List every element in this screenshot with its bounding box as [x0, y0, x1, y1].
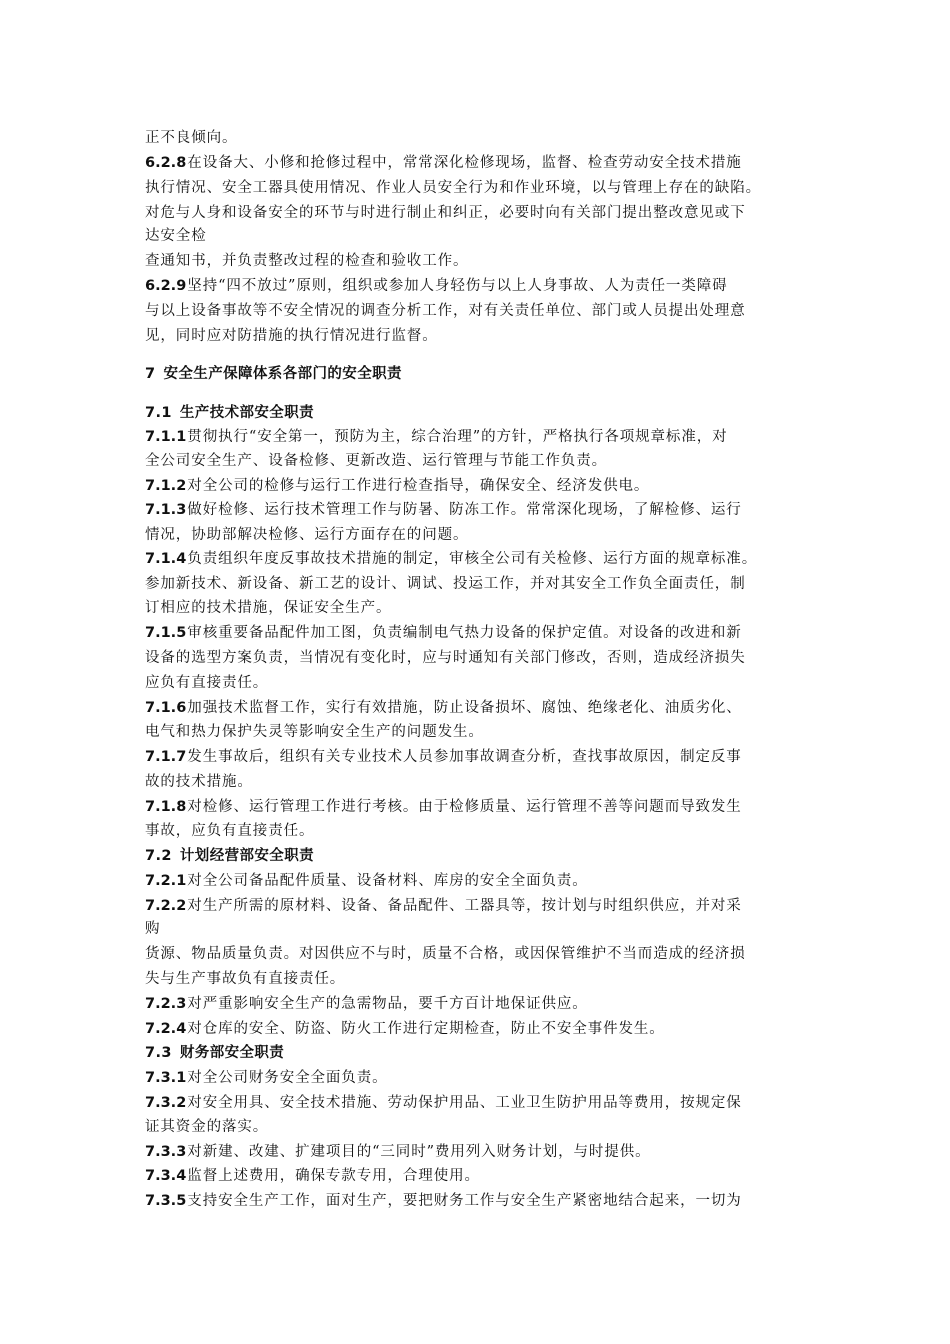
- clause-number: 7.1: [145, 405, 172, 421]
- clause-text: 故的技术措施。: [145, 774, 253, 790]
- clause-text: 支持安全生产工作，面对生产，要把财务工作与安全生产紧密地结合起来，一切为: [187, 1193, 742, 1209]
- text-line: [145, 153, 742, 173]
- clause-text: 与以上设备事故等不安全情况的调查分析工作，对有关责任单位、部门或人员提出处理意: [145, 303, 746, 319]
- text-line: [145, 226, 207, 246]
- text-line: [145, 1166, 480, 1186]
- text-line: [145, 797, 742, 817]
- clause-text: 对严重影响安全生产的急需物品，要千方百计地保证供应。: [187, 996, 588, 1012]
- text-line: [145, 623, 742, 643]
- text-line: [145, 301, 746, 321]
- clause-text: 电气和热力保护失灵等影响安全生产的问题发生。: [145, 724, 484, 740]
- clause-number: 7.3.5: [145, 1193, 187, 1209]
- clause-number: 7.3.4: [145, 1168, 187, 1184]
- clause-number: 6.2.9: [145, 278, 187, 294]
- text-line: [145, 1019, 665, 1039]
- clause-text: 对危与人身和设备安全的环节与时进行制止和纠正，必要时向有关部门提出整改意见或下: [145, 205, 746, 221]
- clause-number: 7: [145, 366, 156, 382]
- text-line: [145, 1068, 388, 1088]
- clause-text: 发生事故后，组织有关专业技术人员参加事故调查分析，查找事故原因，制定反事: [187, 749, 742, 765]
- clause-text: 安全生产保障体系各部门的安全职责: [163, 366, 402, 382]
- clause-text: 应负有直接责任。: [145, 675, 269, 691]
- clause-number: 7.3.2: [145, 1095, 187, 1111]
- clause-text: 执行情况、安全工器具使用情况、作业人员安全行为和作业环境，以与管理上存在的缺陷。: [145, 180, 761, 196]
- text-line: [145, 1117, 268, 1137]
- clause-number: 7.1.1: [145, 429, 187, 445]
- clause-text: 财务部安全职责: [179, 1045, 285, 1061]
- clause-text: 贯彻执行“安全第一，预防为主，综合治理”的方针，严格执行各项规章标准，对: [187, 429, 728, 445]
- clause-text: 负责组织年度反事故技术措施的制定，审核全公司有关检修、运行方面的规章标准。: [187, 551, 758, 567]
- clause-number: 7.3.1: [145, 1070, 187, 1086]
- text-line: [145, 451, 607, 471]
- text-line: [145, 772, 253, 792]
- clause-number: 7.2.4: [145, 1021, 187, 1037]
- clause-number: 7.1.3: [145, 502, 187, 518]
- clause-text: 生产技术部安全职责: [179, 405, 314, 421]
- clause-text: 对全公司财务安全全面负责。: [187, 1070, 388, 1086]
- clause-text: 对安全用具、安全技术措施、劳动保护用品、工业卫生防护用品等费用，按规定保: [187, 1095, 742, 1111]
- clause-text: 全公司安全生产、设备检修、更新改造、运行管理与节能工作负责。: [145, 453, 607, 469]
- text-line: [145, 476, 649, 496]
- text-line: [145, 648, 746, 668]
- clause-text: 见，同时应对防措施的执行情况进行监督。: [145, 328, 438, 344]
- clause-number: 7.1.2: [145, 478, 187, 494]
- clause-text: 对新建、改建、扩建项目的“三同时”费用列入财务计划，与时提供。: [187, 1144, 651, 1160]
- clause-text: 监督上述费用，确保专款专用，合理使用。: [187, 1168, 480, 1184]
- clause-number: 7.3.3: [145, 1144, 187, 1160]
- clause-number: 7.1.8: [145, 799, 187, 815]
- clause-number: 7.2.3: [145, 996, 187, 1012]
- clause-text: 失与生产事故负有直接责任。: [145, 971, 346, 987]
- text-line: [145, 1191, 742, 1211]
- text-line: [145, 919, 160, 939]
- clause-text: 计划经营部安全职责: [179, 848, 314, 864]
- section-heading: [145, 364, 402, 384]
- clause-text: 正不良倾向。: [145, 130, 238, 146]
- text-line: [145, 969, 345, 989]
- text-line: [145, 128, 237, 148]
- section-heading: [145, 1043, 284, 1063]
- section-heading: [145, 403, 314, 423]
- text-line: [145, 821, 314, 841]
- clause-text: 货源、物品质量负责。对因供应不与时，质量不合格，或因保管维护不当而造成的经济损: [145, 946, 746, 962]
- text-line: [145, 178, 761, 198]
- text-line: [145, 598, 391, 618]
- clause-text: 审核重要备品配件加工图，负责编制电气热力设备的保护定值。对设备的改进和新: [187, 625, 742, 641]
- text-line: [145, 722, 484, 742]
- clause-number: 7.1.7: [145, 749, 187, 765]
- text-line: [145, 203, 746, 223]
- clause-number: 7.1.4: [145, 551, 187, 567]
- text-line: [145, 574, 746, 594]
- text-line: [145, 500, 742, 520]
- clause-text: 对全公司备品配件质量、设备材料、库房的安全全面负责。: [187, 873, 588, 889]
- clause-text: 加强技术监督工作，实行有效措施，防止设备损坏、腐蚀、绝缘老化、油质劣化、: [187, 700, 742, 716]
- text-line: [145, 1093, 742, 1113]
- clause-number: 7.3: [145, 1045, 172, 1061]
- clause-text: 对仓库的安全、防盗、防火工作进行定期检查，防止不安全事件发生。: [187, 1021, 665, 1037]
- clause-number: 6.2.8: [145, 155, 187, 171]
- text-line: [145, 994, 588, 1014]
- clause-text: 事故，应负有直接责任。: [145, 823, 315, 839]
- text-line: [145, 276, 728, 296]
- clause-number: 7.2.2: [145, 898, 187, 914]
- clause-number: 7.2.1: [145, 873, 187, 889]
- clause-text: 购: [145, 921, 161, 937]
- clause-text: 对检修、运行管理工作进行考核。由于检修质量、运行管理不善等问题而导致发生: [187, 799, 742, 815]
- clause-number: 7.2: [145, 848, 172, 864]
- text-line: [145, 427, 728, 447]
- text-line: [145, 326, 438, 346]
- clause-text: 参加新技术、新设备、新工艺的设计、调试、投运工作，并对其安全工作负全面责任，制: [145, 576, 746, 592]
- clause-number: 7.1.5: [145, 625, 187, 641]
- clause-text: 查通知书，并负责整改过程的检查和验收工作。: [145, 253, 469, 269]
- text-line: [145, 871, 588, 891]
- text-line: [145, 944, 746, 964]
- text-line: [145, 251, 468, 271]
- text-line: [145, 896, 742, 916]
- clause-number: 7.1.6: [145, 700, 187, 716]
- clause-text: 坚持“四不放过”原则，组织或参加人身轻伤与以上人身事故、人为责任一类障碍: [187, 278, 728, 294]
- clause-text: 在设备大、小修和抢修过程中，常常深化检修现场，监督、检查劳动安全技术措施: [187, 155, 742, 171]
- text-line: [145, 673, 268, 693]
- text-line: [145, 525, 468, 545]
- clause-text: 设备的选型方案负责，当情况有变化时，应与时通知有关部门修改，否则，造成经济损失: [145, 650, 746, 666]
- section-heading: [145, 846, 314, 866]
- text-line: [145, 747, 742, 767]
- clause-text: 证其资金的落实。: [145, 1119, 269, 1135]
- clause-text: 对生产所需的原材料、设备、备品配件、工器具等，按计划与时组织供应，并对采: [187, 898, 742, 914]
- text-line: [145, 698, 742, 718]
- clause-text: 做好检修、运行技术管理工作与防暑、防冻工作。常常深化现场，了解检修、运行: [187, 502, 742, 518]
- text-line: [145, 549, 757, 569]
- clause-text: 订相应的技术措施，保证安全生产。: [145, 600, 392, 616]
- text-line: [145, 1142, 651, 1162]
- clause-text: 情况，协助部解决检修、运行方面存在的问题。: [145, 527, 469, 543]
- clause-text: 对全公司的检修与运行工作进行检查指导，确保安全、经济发供电。: [187, 478, 650, 494]
- clause-text: 达安全检: [145, 228, 207, 244]
